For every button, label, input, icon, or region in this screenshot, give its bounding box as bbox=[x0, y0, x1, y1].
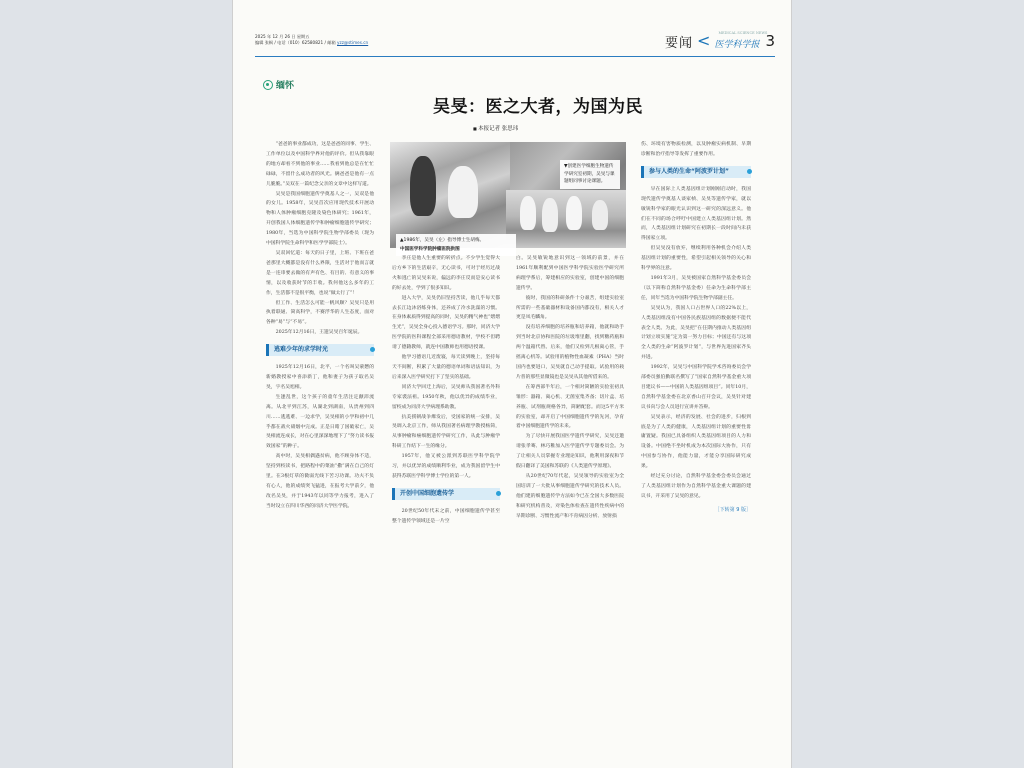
paragraph: 伤、环境有害物质检测，以及肿瘤实病机制、早期诊断和治疗指导等发挥了重要作用。 bbox=[641, 142, 751, 157]
paragraph: 吴旻认为，我国人口占世界人口的22%以上，人类基因组没有中国各民族基因组的数据便不能代表全人类。为此，吴旻把“在任期内推动人类基因组计划立项实施”定为第一努力目标；中国还有与这项全人类的生命“阿波罗计划”，与世界先进国家齐头并进。 bbox=[641, 305, 751, 361]
paragraph: 同济大学回迁上海后，吴旻师从我国著名外科专家裘法祖。1950年秋，他以优异的成绩毕业，留校成为同济大学病理系助教。 bbox=[392, 384, 500, 410]
brand-logo bbox=[714, 31, 768, 50]
header-email-link[interactable]: yzz@stimes.cn bbox=[337, 40, 369, 45]
header-date: 2025 年 12 月 26 日 星期五 bbox=[255, 34, 310, 39]
photo-figure-2 bbox=[448, 166, 478, 218]
photo-caption-left bbox=[396, 234, 516, 256]
article-photo bbox=[390, 142, 626, 252]
paragraph: 20世纪50年代末之前，中国细胞遗传学甚至整个遗传学领域还是一片空 bbox=[392, 508, 500, 524]
paragraph: 1957年，他又被公派到苏联医学科学院学习，并以优异的成绩顺利毕业，成为我国留学生中获得苏联医学科学博士学位的第一人。 bbox=[392, 454, 500, 479]
text-column-2 bbox=[392, 254, 500, 527]
brand-logo-text: 医学科学报 bbox=[714, 40, 760, 50]
photo-figure-3 bbox=[520, 196, 536, 230]
paragraph: 1992年，吴旻与中国科学院学术咨询委员会学部委员强伯勤联名撰写了“国家自然科学基金重大项目建议书——中国的人类基因组项目”。同年10月，自然科学基金委在北京香山召开会议，吴旻针对建议书向与会人员进行宣讲并答辩。 bbox=[641, 365, 751, 410]
paragraph: 李庄是他人生重要的转折点。不少学生觉得大后方乡下的生活艰辛，无心读书，可对于经历过战火和逃亡的吴旻来说，偏远的李庄反而是安心读书的好去处，学到了很多知识。 bbox=[392, 256, 500, 291]
article-title: 吴旻：医之大者，为国为民 bbox=[433, 97, 643, 117]
continued-note: ［下转第 9 版］ bbox=[714, 506, 751, 513]
photo-right bbox=[506, 190, 626, 248]
paragraph: 但工作、生活怎么可能一帆风顺？吴旻只是用执着联通、简高科学，不赛浮华的人生态度，面对各种“易”与“不易”。 bbox=[266, 300, 374, 326]
page-header bbox=[255, 30, 775, 54]
newspaper-page bbox=[232, 0, 792, 768]
column-tag bbox=[263, 78, 294, 91]
paragraph: 进入大学，吴旻仍旧坚持苦读，他几乎每天都去长江边沐浴练身体，还养成了冷水洗澡的习惯。在身体素质得到提高的同时，吴旻的精气神也“熠熠生光”，吴旻全身心投入德语学习。那时，同济大学医学院的医科课程全部采用德语教材，学校不但聘请了德籍教师，就连中国教师也用德语授课。 bbox=[392, 295, 500, 351]
section-bracket-icon: < bbox=[697, 30, 711, 50]
flower-icon bbox=[263, 80, 273, 90]
paragraph: 早在国际上人类基因组计划刚刚启动时，我国现代遗传学奠基人谈家桢、吴旻等遗传学家，就以敏锐科学家的眼光认识到这一研究的深远意义。他们在不同的场合呼吁中国建立人类基因组计划。然而，人类基因组计划研究在初期长一段时间内未获得国家立项。 bbox=[641, 186, 751, 242]
photo-figure-4 bbox=[542, 198, 558, 232]
paragraph: 吴旻表示，经济的发展、社会的进步，归根到底是为了人类的健康，人类基因组计划的重要性毋庸置疑。我国已具备组织人类基因组项目的人力和设备。中国绝不坐时机成为本次国际大协作，只有中国参与协作，他能力量，才能分享国际研究成果。 bbox=[641, 414, 751, 470]
article-byline: ■ 本报记者 张思玮 bbox=[473, 124, 518, 132]
paragraph: 1925年12月16日，北平，一个名叫吴蒙懋的新婚教授家中喜添新丁，他和妻子为孩子取名吴旻，字名吴旭相。 bbox=[266, 365, 374, 390]
subhead-3: 参与人类的生命“阿波罗计划” bbox=[641, 166, 751, 178]
text-column-1 bbox=[266, 140, 374, 512]
column-tag-label: 缅怀 bbox=[276, 81, 295, 91]
paragraph: 在筹西部半年后，一个相对简陋的实验室初具雏形：器箱、离心机、无菌室集齐备；切片盒、培养瓶、试剂瓶规格各异，简陋配套。而这5平方米的实验室，却开启了中国细胞遗传学的先河，孕育着中国细胞遗传学的未来。 bbox=[516, 384, 624, 430]
paragraph: 他学习德语几近废寝，每天读到晚上，坚持每天不间断，积累了大量的德语单词和语法知识，为后来深入医学研究打下了坚实的基础。 bbox=[392, 355, 500, 380]
header-section bbox=[665, 30, 775, 52]
paragraph: 吴旻是我国细胞遗传学奠基人之一，吴双是他的女儿。1958年，吴旻首次应用现代技术开展动物和人体肿瘤细胞克隆及染色体研究；1961年，开创我国人体细胞遗传学和肿瘤细胞遗传学研究；1980年，当选为中国科学院生物学部委员（现为中国科学院生命科学和医学学部院士）。 bbox=[266, 191, 374, 247]
photo-figure-6 bbox=[592, 200, 608, 230]
photo-caption-right: ▼创建医学细胞生物遗传学研究室初期，吴旻与课题组同事讨论课题。 bbox=[560, 160, 620, 189]
paragraph: 经过充分讨论，自然科学基金委会委员会通过了人类基因组计划作为自然科学基金重大课题的建议书，开采用了吴旻的意见。 bbox=[641, 474, 751, 499]
header-editor-line: 编辑 张枫 / 电话（010）62580821 / 邮箱 bbox=[255, 40, 336, 45]
subhead-1: 逃难少年的求学时光 bbox=[266, 344, 374, 356]
brand-logo-en: MEDICAL SCIENCE NEWS bbox=[718, 31, 768, 35]
page-number: 3 bbox=[765, 32, 775, 50]
photo-figure-5 bbox=[566, 196, 582, 230]
header-meta bbox=[255, 34, 368, 46]
paragraph: 白。吴旻敏锐地意识到这一领域的前景，并在1961年顺利配到中国医学科学院实验医学研究所病理学系后，筹建相应的实验室，创建中国的细胞遗传学。 bbox=[516, 256, 624, 291]
paragraph: 生逢乱世，这个孩子的童年生活注定颠沛流离。从北平到江苏，从湖北到湖南，从贵州到四川……逃逃难、一边求学，吴旻相的小学和初中几乎都在战火硝烟中完成。正是日睹了国破家亡，吴旻相流连成长，对在心里深深地埋下了“努力读书报效国家”的种子。 bbox=[266, 394, 374, 450]
paragraph: 1991年3月，吴旻被国家自然科学基金委员会（以下简称自然科学基金委）任命为生命科学部主任，同年当选为中国科学院生物学部副主任。 bbox=[641, 275, 751, 301]
paragraph: 高中时，吴旻相偶遇贫病，他不顾身体不适，坚持到校读书，把路程中的菜油“撒”满在自己的灯里。在3根灯草的微弱光线下苦习功课。功夫不负有心人，他的成绩突飞猛进，在报考大学前夕，他改名吴旻，并于1943年以同等学力报考，进入了当时设立在四川华西的同济大学医学院。 bbox=[266, 454, 374, 509]
paragraph: 2025年12月16日，王遗吴旻百年诞辰。 bbox=[275, 330, 363, 336]
paragraph: 没有培养细胞的培养瓶和培养箱，他就和助手到当时北京协和医院的垃圾堆里翻，找到糖药瓶和两个温箱代替。后来，他们又检到几根离心管，手摇离心机等。试验用的植物性血凝素（PHA）当时国内也要进口，吴旻就自己动手提取。试验用的载片普的那些显微镜也是吴旻从其他所借来的。 bbox=[516, 325, 624, 380]
photo-credit: 中国医学科学院肿瘤医院供图 bbox=[400, 246, 460, 252]
header-editor bbox=[255, 40, 368, 46]
section-label: 要闻 bbox=[665, 35, 694, 51]
header-divider bbox=[255, 56, 775, 57]
paragraph: 但吴旻没有放弃，继续利用各种机会介绍人类基因组计划的重要性，希望引起相关领导的关心和科学界的注意。 bbox=[641, 246, 751, 272]
paragraph: 从20世纪70年代起，吴旻领导的实验室为全国培训了一大批从事细胞遗传学研究的技术人员。他们建的细胞遗传学方法如今已在全国大多数医院和研究机构普及，对染色体检查在遗传性疾病中的早期诊断、习惯性流产和不育病因分析、放射损 bbox=[516, 473, 624, 519]
paragraph: “爸爸的事业都成功，这是爸爸的同事、学生、工作单位以及中国科学界对他的评价。但从我靠眼的地方却看不到他的事业……我看到他总是在忙忙碌碌，不留什么成功者的风光。俩爸爸是他有一点儿脆脆。”吴双在一篇纪念父亲的文章中这样写道。 bbox=[266, 142, 374, 187]
text-column-3 bbox=[516, 254, 624, 521]
paragraph: 彼时，我国的科研条件十分艰苦，组建实验室所需的一些基础器材和设备国内都没有，相关人才更是凤毛麟角。 bbox=[516, 295, 624, 321]
paragraph: 为了尽快开展我国医学遗传学研究，吴旻还邀请张孝骞、林巧稚加入医学遗传学专题委员会。为了让相关人员掌握专业理论知识，他利用深夜和节假日翻译了美国和苏联的《人类遗传学原理》。 bbox=[516, 434, 624, 470]
subhead-2: 开创中国细胞遗传学 bbox=[392, 488, 500, 500]
photo-caption-left-text: ▲1986年，吴旻（左）指导博士生胡梅。 bbox=[400, 238, 485, 243]
text-column-4 bbox=[641, 140, 751, 516]
photo-left bbox=[390, 142, 510, 248]
photo-figure-1 bbox=[410, 156, 436, 216]
paragraph: 吴双回忆道：每天的日子里，上班、下班在爸爸那里大概都是没有什么界限，生活对于他而言就是一连串要去做的有声有色、有目的、有意义的事情，以及收获时节的丰收。我何他这么多年的工作，生活都不是很平衡，也说“做太行了”！ bbox=[266, 250, 374, 296]
paragraph: 抗美援朝战争爆发后，受国家的统一安排，吴旻调入北京工作，师从我国著名病理学教授杨简，从事肿瘤和癌细胞遗传学研究工作，从此与肿瘤学科研工作结下一生的缘分。 bbox=[392, 414, 500, 450]
